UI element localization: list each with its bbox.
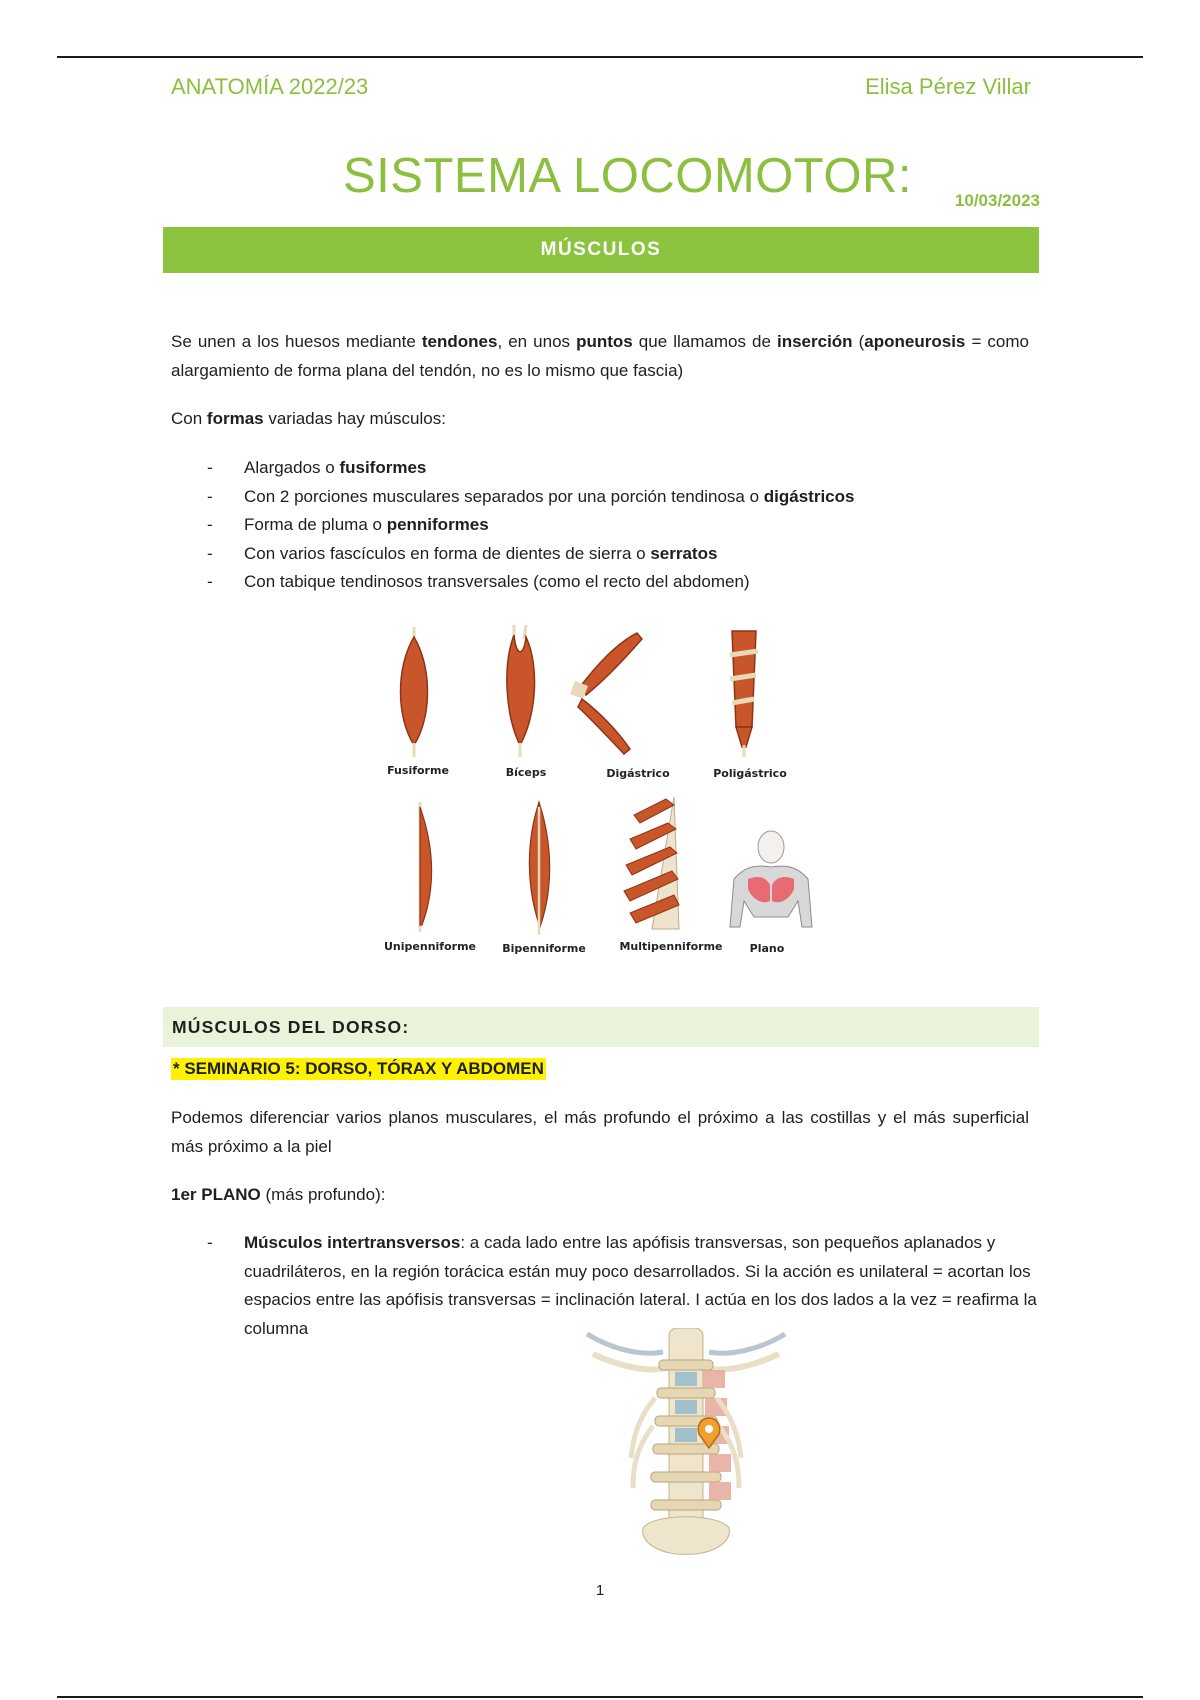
figure-label-fusiform: Fusiforme — [387, 764, 449, 777]
list-bullet: - — [207, 572, 213, 592]
list-item — [171, 1229, 1041, 1343]
list-item — [171, 483, 1041, 512]
shapes-intro-paragraph — [171, 405, 1029, 434]
bipennate-muscle-drawing — [529, 802, 549, 935]
text-run: (más profundo): — [260, 1185, 386, 1204]
figure-label-polygastric: Poligástrico — [713, 767, 787, 780]
flat-muscle-drawing — [730, 831, 812, 927]
top-rule — [57, 56, 1143, 58]
text-run: inserción — [776, 332, 853, 351]
course-header: ANATOMÍA 2022/23 — [171, 74, 369, 99]
seminar-highlight: * SEMINARIO 5: DORSO, TÓRAX Y ABDOMEN — [173, 1059, 544, 1078]
biceps-muscle-drawing — [507, 625, 535, 757]
text-run: variadas hay músculos: — [263, 409, 446, 428]
text-run: Con — [171, 409, 207, 428]
list-bullet: - — [207, 486, 213, 506]
intro-paragraph — [171, 328, 1029, 385]
polygastric-muscle-drawing — [730, 631, 758, 757]
intertransverse-muscles-illustration — [583, 1328, 789, 1558]
first-plane-heading — [171, 1181, 1029, 1210]
text-run: Músculos intertransversos — [244, 1233, 461, 1252]
muscle-shapes-figure — [374, 617, 820, 958]
section-banner — [163, 227, 1039, 273]
figure-label-multipennate: Multipenniforme — [619, 940, 723, 953]
list-bullet: - — [207, 1233, 213, 1252]
text-run: penniformes — [386, 515, 489, 535]
text-run: Con tabique tendinosos transversales (como el recto del abdomen) — [244, 572, 750, 592]
text-run: : a cada lado entre las apófisis transversas, son pequeños aplanados y cuadriláteros, en la región torácica están muy poco desarrollados. Si la acción es unilateral = acortan los espacios entre las apófisis transversas = inclinación lateral. I actúa en los dos lados a la vez = reafirma la columna — [244, 1233, 1037, 1338]
multipennate-muscle-drawing — [624, 797, 679, 929]
text-run: tendones — [421, 332, 498, 351]
figure-label-biceps: Bíceps — [505, 766, 547, 779]
figure-label-bipennate: Bipenniforme — [502, 942, 586, 955]
planes-paragraph — [171, 1104, 1029, 1161]
list-bullet: - — [207, 543, 213, 563]
list-item — [171, 511, 1041, 540]
list-item — [171, 454, 1041, 483]
list-item — [171, 540, 1041, 569]
text-run: aponeurosis — [864, 332, 966, 351]
text-run: puntos — [576, 332, 633, 351]
text-run: Forma de pluma o — [244, 515, 387, 535]
figure-label-digastric: Digástrico — [606, 767, 670, 780]
dorsal-muscles-heading — [163, 1007, 1039, 1047]
text-run: que llamamos de — [632, 332, 777, 351]
unipennate-muscle-drawing — [420, 802, 432, 932]
section-banner-label: MÚSCULOS — [540, 239, 662, 260]
dorsal-muscles-heading-text: MÚSCULOS DEL DORSO: — [172, 1016, 410, 1037]
page-number: 1 — [595, 1582, 605, 1599]
text-run: Con varios fascículos en forma de dientes de sierra o — [244, 543, 651, 563]
text-run: 1er PLANO — [171, 1185, 261, 1204]
text-run: = como alargamiento de forma plana del tendón, no es lo mismo que fascia) — [171, 332, 1029, 380]
text-run: Podemos diferenciar varios planos musculares, el más profundo el próximo a las costillas y el más superficial más próximo a la piel — [171, 1108, 1029, 1156]
document-date: 10/03/2023 — [954, 191, 1040, 210]
page-title: SISTEMA LOCOMOTOR: — [343, 149, 912, 203]
text-run: fusiformes — [339, 458, 427, 477]
list-bullet: - — [207, 515, 213, 535]
list-item — [171, 568, 1041, 597]
text-run: Con 2 porciones musculares separados por una porción tendinosa o — [244, 486, 764, 506]
text-run: Se unen a los huesos mediante — [171, 332, 422, 351]
digastric-muscle-drawing — [570, 633, 642, 754]
figure-label-flat: Plano — [749, 942, 785, 955]
figure-label-unipennate: Unipenniforme — [384, 940, 476, 953]
muscle-shapes-list — [171, 454, 1041, 597]
first-plane-list — [171, 1229, 1041, 1343]
text-run: formas — [206, 409, 264, 428]
author-header: Elisa Pérez Villar — [865, 74, 1031, 99]
text-run: ( — [852, 332, 865, 351]
bottom-rule — [57, 1696, 1143, 1698]
fusiform-muscle-drawing — [401, 627, 428, 757]
text-run: , en unos — [497, 332, 577, 351]
list-bullet: - — [207, 458, 213, 477]
text-run: serratos — [650, 543, 718, 563]
text-run: Alargados o — [244, 458, 340, 477]
text-run: digástricos — [763, 486, 855, 506]
